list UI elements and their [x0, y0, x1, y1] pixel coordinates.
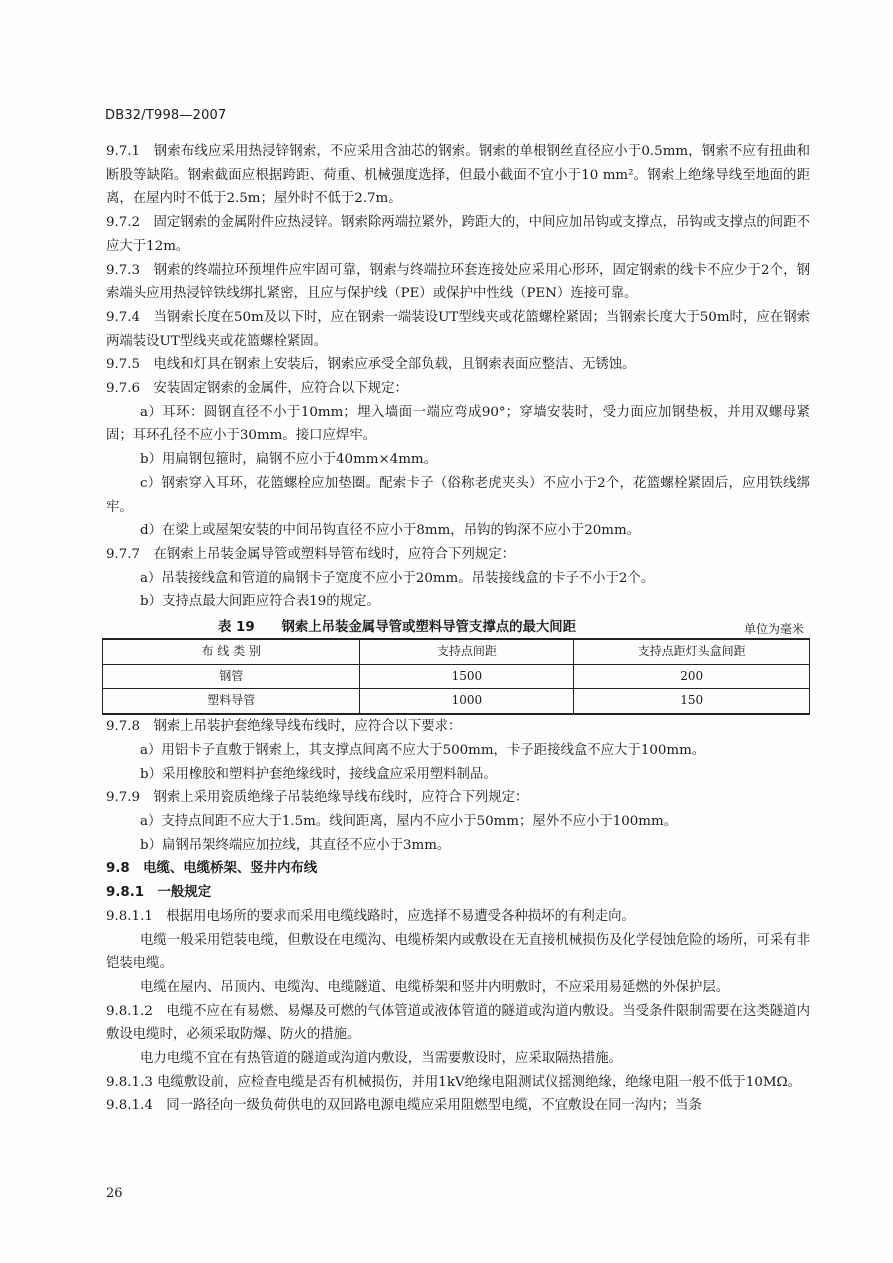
clause-9-8-1-3: 9.8.1.3 电缆敷设前，应检查电缆是否有机械损伤，并用1kV绝缘电阻测试仪摇测绝缘，绝缘电阻一般不低于10MΩ。 — [106, 1074, 802, 1090]
table-cell: 150 — [574, 689, 810, 714]
spacing-table — [102, 638, 810, 715]
table-cell: 1000 — [360, 689, 574, 714]
clause-9-7-9: 9.7.9 钢索上采用瓷质绝缘子吊装绝缘导线布线时，应符合下列规定： — [106, 790, 529, 806]
clause-9-7-6-b: b）用扁钢包箍时，扁钢不应小于40mm×4mm。 — [140, 452, 437, 468]
table-caption-row — [106, 616, 810, 638]
table-cell: 200 — [574, 664, 810, 689]
clause-9-8-1-4: 9.8.1.4 同一路径向一级负荷供电的双回路电源电缆应采用阻燃型电缆，不宜敷设在同一沟内；当条 — [106, 1098, 702, 1114]
table-row — [103, 664, 810, 689]
clause-9-7-7: 9.7.7 在钢索上吊装金属导管或塑料导管布线时，应符合下列规定： — [106, 546, 516, 562]
section-9-8-heading: 9.8 电缆、电缆桥架、竖井内布线 — [106, 861, 318, 877]
clause-9-7-5: 9.7.5 电线和灯具在钢索上安装后，钢索应承受全部负载，且钢索表面应整洁、无锈蚀。 — [106, 357, 636, 373]
clause-9-7-6-a: a）耳环：圆钢直径不小于10mm；埋入墙面一端应弯成90°；穿墙安装时，受力面应加钢垫板，并用双螺母紧固；耳环孔径不应小于30mm。接口应焊牢。 — [106, 404, 810, 444]
clause-9-8-1-1: 9.8.1.1 根据用电场所的要求而采用电缆线路时，应选择不易遭受各种损坏的有利走向。 — [106, 908, 635, 924]
clause-9-7-9-b: b）扁钢吊架终端应加拉线，其直径不应小于3mm。 — [140, 837, 451, 853]
clause-9-8-1-1-para2: 电缆一般采用铠装电缆，但敷设在电缆沟、电缆桥架内或敷设在无直接机械损伤及化学侵蚀危险的场所，可采有非铠装电缆。 — [106, 932, 810, 972]
document-body — [106, 140, 810, 1118]
clause-9-7-7-a: a）吊装接线盒和管道的扁钢卡子宽度不应小于20mm。吊装接线盒的卡子不小于2个。 — [140, 570, 655, 586]
table-header-cell: 支持点间距 — [360, 639, 574, 664]
clause-9-7-4: 9.7.4 当钢索长度在50m及以下时，应在钢索一端装设UT型线夹或花篮螺栓紧固；当钢索长度大于50m时，应在钢索两端装设UT型线夹或花篮螺栓紧固。 — [106, 309, 810, 349]
clause-9-7-6-d: d）在梁上或屋架安装的中间吊钩直径不应小于8mm，吊钩的钩深不应小于20mm。 — [140, 523, 641, 539]
section-9-8-1-heading: 9.8.1 一般规定 — [106, 885, 212, 901]
clause-9-7-7-b: b）支持点最大间距应符合表19的规定。 — [140, 594, 380, 610]
clause-9-8-1-2-para2: 电力电缆不宜在有热管道的隧道或沟道内敷设，当需要敷设时，应采取隔热措施。 — [140, 1051, 623, 1067]
clause-9-8-1-1-para3: 电缆在屋内、吊顶内、电缆沟、电缆隧道、电缆桥架和竖井内明敷时，不应采用易延燃的外保护层。 — [140, 979, 730, 995]
clause-9-7-8: 9.7.8 钢索上吊装护套绝缘导线布线时，应符合以下要求： — [106, 719, 462, 735]
table-unit: 单位为毫米 — [743, 622, 804, 637]
table-header-cell: 支持点距灯头盒间距 — [574, 639, 810, 664]
table-cell: 塑料导管 — [103, 689, 360, 714]
clause-9-7-1: 9.7.1 钢索布线应采用热浸锌钢索，不应采用含油芯的钢索。钢索的单根钢丝直径应小于0.5mm，钢索不应有扭曲和断股等缺陷。钢索截面应根据跨距、荷重、机械强度选择，但最小截面不宜小于10 mm²。钢索上绝缘导线至地面的距离，在屋内时不低于2.5m；屋外时不低于2.7m。 — [106, 144, 810, 207]
clause-9-8-1-2: 9.8.1.2 电缆不应在有易燃、易爆及可燃的气体管道或液体管道的隧道或沟道内敷设。当受条件限制需要在这类隧道内敷设电缆时，必须采取防爆、防火的措施。 — [106, 1003, 810, 1043]
clause-9-7-8-b: b）采用橡胶和塑料护套绝缘线时，接线盒应采用塑料制品。 — [140, 766, 497, 782]
clause-9-7-6-c: c）钢索穿入耳环，花篮螺栓应加垫圈。配索卡子（俗称老虎夹头）不应小于2个，花篮螺栓紧固后，应用铁线绑牢。 — [106, 475, 810, 515]
table-title: 表 19 钢索上吊装金属导管或塑料导管支撑点的最大间距 — [218, 620, 577, 636]
table-header-row — [103, 639, 810, 664]
standard-code-header: DB32/T998—2007 — [105, 108, 227, 123]
table-header-cell: 布 线 类 别 — [103, 639, 360, 664]
table-cell: 1500 — [360, 664, 574, 689]
clause-9-7-9-a: a）支持点间距不应大于1.5m。线间距离，屋内不应小于50mm；屋外不应小于100mm。 — [140, 813, 678, 829]
clause-9-7-3: 9.7.3 钢索的终端拉环预埋件应牢固可靠，钢索与终端拉环套连接处应采用心形环，固定钢索的线卡不应少于2个，钢索端头应用热浸锌铁线绑扎紧密，且应与保护线（PE）或保护中性线（PEN）连接可靠。 — [106, 262, 810, 302]
clause-9-7-8-a: a）用铝卡子直敷于钢索上，其支撑点间离不应大于500mm，卡子距接线盒不应大于100mm。 — [140, 742, 706, 758]
clause-9-7-2: 9.7.2 固定钢索的金属附件应热浸锌。钢索除两端拉紧外，跨距大的，中间应加吊钩或支撑点，吊钩或支撑点的间距不应大于12m。 — [106, 215, 810, 254]
table-row — [103, 689, 810, 714]
clause-9-7-6: 9.7.6 安装固定钢索的金属件，应符合以下规定： — [106, 381, 408, 397]
page-number: 26 — [106, 1186, 123, 1201]
table-cell: 钢管 — [103, 664, 360, 689]
